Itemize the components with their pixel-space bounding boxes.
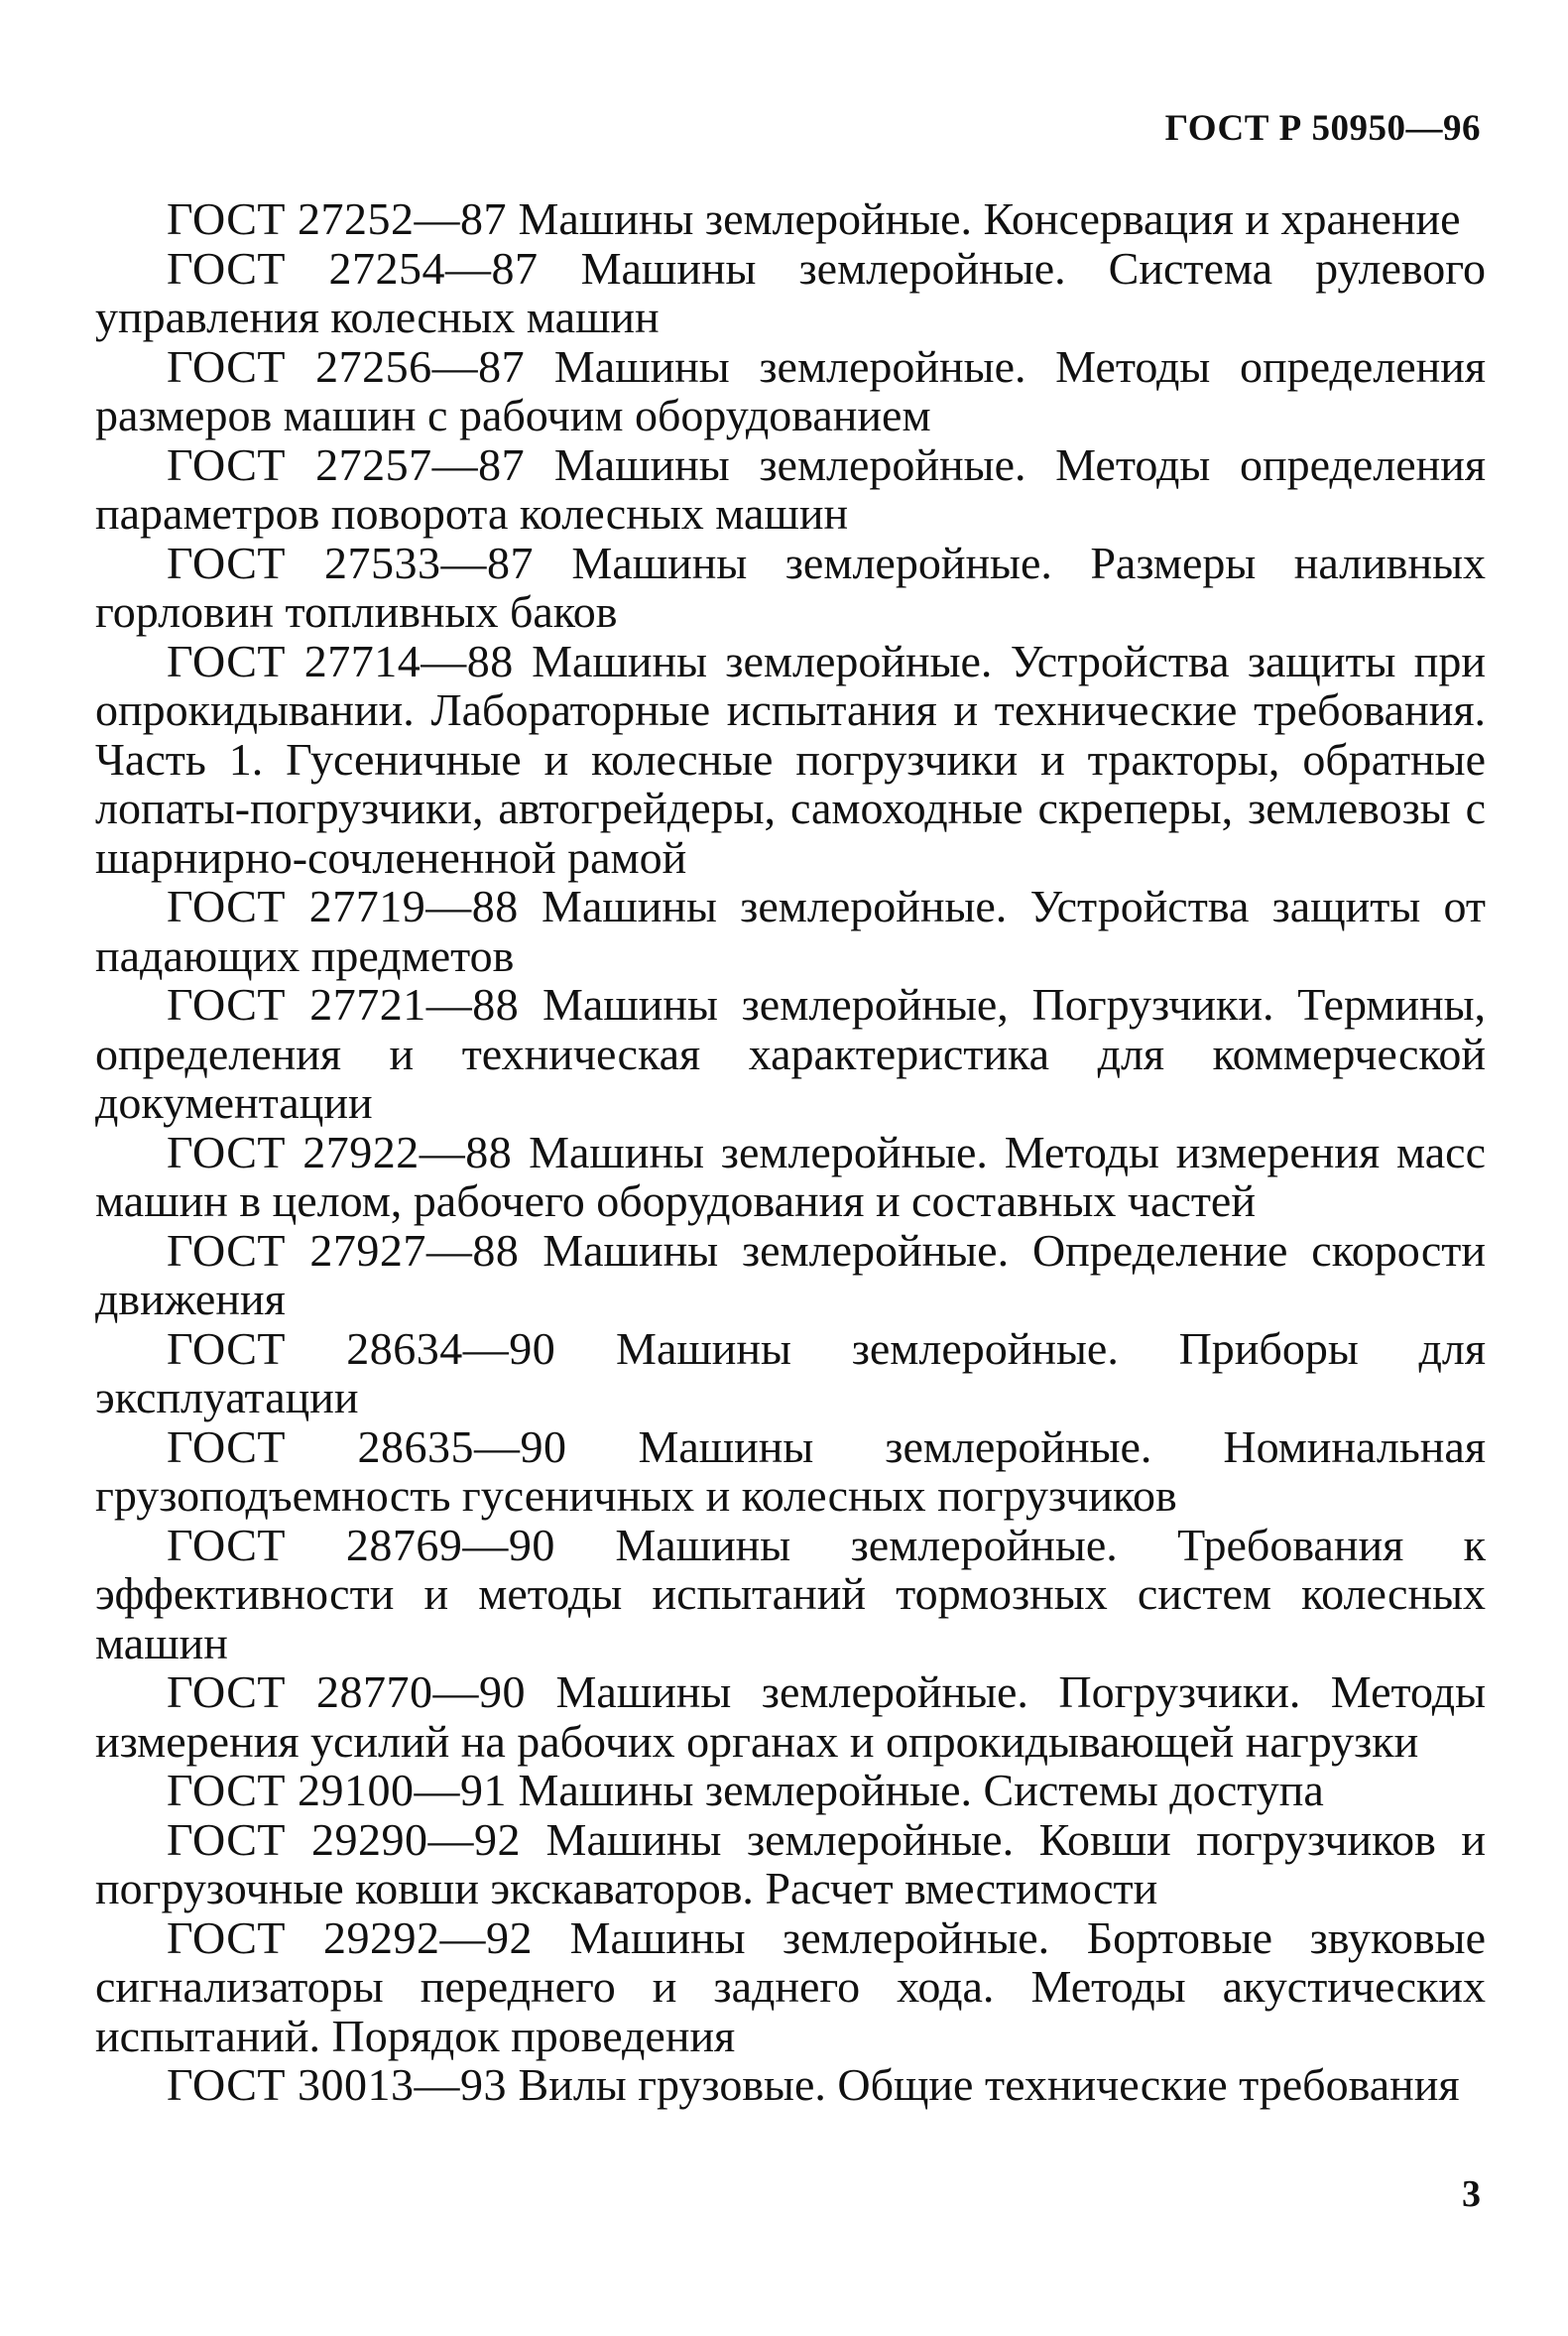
standard-title: Машины землеройные. Методы определения размеров машин с рабочим оборудованием <box>95 340 1487 440</box>
standard-code: ГОСТ 28635—90 <box>167 1420 567 1472</box>
standard-code: ГОСТ 27533—87 <box>167 537 534 588</box>
standard-title: Машины землеройные. Устройства защиты от падающих предметов <box>95 881 1487 981</box>
list-item <box>95 1766 1486 1815</box>
standard-title: Машины землеройные. Размеры наливных горловин топливных баков <box>95 537 1486 637</box>
list-item <box>95 440 1486 539</box>
standard-code: ГОСТ 28634—90 <box>167 1322 556 1374</box>
standard-title: Машины землеройные. Устройства защиты при опрокидывании. Лабораторные испытания и технические требования. Часть 1. Гусеничные и колесные погрузчики и тракторы, обратные лопаты-погрузчики, автогрейдеры, самоходные скреперы, землевозы с шарнирно-сочлененной рамой <box>95 635 1487 883</box>
list-item <box>95 1324 1486 1422</box>
list-item <box>95 882 1486 980</box>
standard-title: Машины землеройные. Приборы для эксплуатации <box>95 1322 1487 1422</box>
standard-code: ГОСТ 27252—87 <box>167 193 508 244</box>
standard-code: ГОСТ 27714—88 <box>167 635 514 686</box>
list-item <box>95 1422 1486 1521</box>
standard-title: Машины землеройные, Погрузчики. Термины, определения и техническая характеристика для коммерческой документации <box>95 979 1487 1128</box>
list-item <box>95 194 1486 244</box>
standard-code: ГОСТ 28770—90 <box>167 1666 526 1717</box>
list-item <box>95 1521 1486 1668</box>
standard-code: ГОСТ 27256—87 <box>167 340 526 392</box>
standard-title: Машины землеройные. Система рулевого управления колесных машин <box>95 242 1486 342</box>
page-number: 3 <box>1462 2173 1481 2215</box>
standard-code: ГОСТ 30013—93 <box>167 2059 508 2110</box>
page-header: ГОСТ Р 50950—96 <box>1164 108 1481 149</box>
standard-title: Машины землеройные. Системы доступа <box>518 1765 1324 1815</box>
standard-code: ГОСТ 27719—88 <box>167 881 519 931</box>
list-item <box>95 1815 1486 1913</box>
standard-code: ГОСТ 27257—87 <box>167 438 526 490</box>
standard-code: ГОСТ 27254—87 <box>167 242 539 294</box>
standards-list <box>95 194 1486 2110</box>
list-item <box>95 1226 1486 1324</box>
list-item <box>95 1128 1486 1226</box>
standard-title: Машины землеройные. Требования к эффективности и методы испытаний тормозных систем колесных машин <box>95 1519 1486 1668</box>
standard-code: ГОСТ 27721—88 <box>167 979 520 1030</box>
standard-title: Машины землеройные. Ковши погрузчиков и погрузочные ковши экскаваторов. Расчет вместимости <box>95 1813 1486 1913</box>
standard-title: Вилы грузовые. Общие технические требования <box>518 2059 1460 2110</box>
standard-title: Машины землеройные. Методы измерения масс машин в целом, рабочего оборудования и составных частей <box>95 1126 1487 1226</box>
standard-title: Машины землеройные. Определение скорости движения <box>95 1224 1487 1324</box>
list-item <box>95 1667 1486 1766</box>
list-item <box>95 539 1486 637</box>
standard-code: ГОСТ 29290—92 <box>167 1813 522 1865</box>
list-item <box>95 1913 1486 2061</box>
standard-title: Машины землеройные. Погрузчики. Методы измерения усилий на рабочих органах и опрокидывающей нагрузки <box>95 1666 1486 1767</box>
list-item <box>95 637 1486 883</box>
standard-title: Машины землеройные. Номинальная грузоподъемность гусеничных и колесных погрузчиков <box>95 1420 1486 1521</box>
standard-title: Машины землеройные. Консервация и хранение <box>518 193 1461 244</box>
standard-title: Машины землеройные. Методы определения параметров поворота колесных машин <box>95 438 1487 539</box>
list-item <box>95 2060 1486 2110</box>
standard-code: ГОСТ 27922—88 <box>167 1126 513 1177</box>
standard-title: Машины землеройные. Бортовые звуковые сигнализаторы переднего и заднего хода. Методы акустических испытаний. Порядок проведения <box>95 1911 1487 2061</box>
standard-code: ГОСТ 28769—90 <box>167 1519 555 1570</box>
list-item <box>95 244 1486 342</box>
standard-code: ГОСТ 29292—92 <box>167 1911 534 1963</box>
standard-code: ГОСТ 29100—91 <box>167 1765 508 1815</box>
standard-code: ГОСТ 27927—88 <box>167 1224 520 1276</box>
list-item <box>95 342 1486 440</box>
list-item <box>95 980 1486 1128</box>
